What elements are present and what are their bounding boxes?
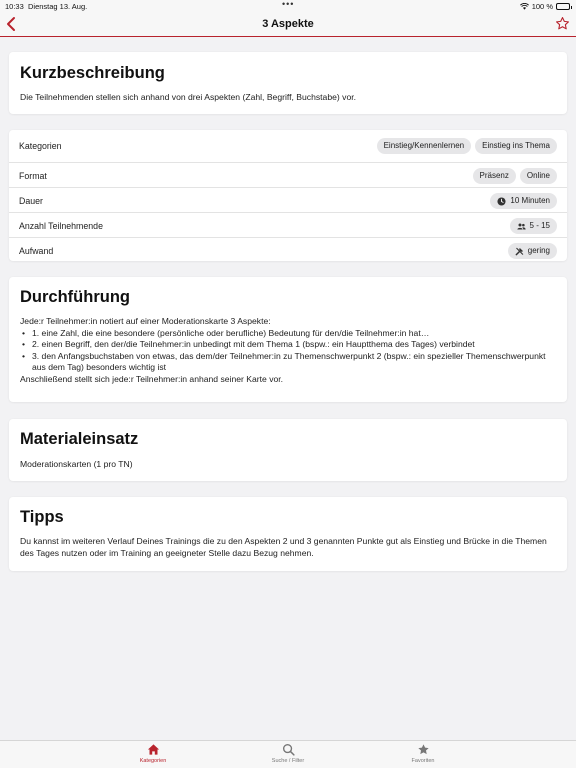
material-heading: Materialeinsatz (20, 430, 139, 448)
navigation-bar (0, 12, 576, 37)
participants-value: 5 - 15 (529, 221, 550, 230)
wifi-icon (520, 3, 529, 10)
tab-favorites[interactable] (383, 743, 463, 764)
home-icon (147, 743, 160, 756)
material-text: Moderationskarten (1 pro TN) (20, 459, 133, 469)
effort-value: gering (527, 246, 550, 255)
meta-label: Kategorien (19, 141, 62, 151)
multitasking-dots-icon[interactable]: ••• (282, 0, 295, 9)
list-item: • 1. eine Zahl, die eine besondere (persönliche oder berufliche) Bedeutung für den/die Teilnehmer:in hat… (20, 328, 556, 340)
meta-row-duration (9, 187, 567, 212)
tab-search[interactable] (248, 743, 328, 764)
procedure-intro: Jede:r Teilnehmer:in notiert auf einer Moderationskarte 3 Aspekte: (20, 316, 271, 326)
tab-label: Favoriten (411, 758, 435, 764)
procedure-card (9, 277, 567, 402)
tab-label: Kategorien (139, 758, 167, 764)
participants-chip (510, 218, 557, 234)
tab-bar (0, 740, 576, 768)
format-chips (473, 168, 557, 184)
tab-categories[interactable] (113, 743, 193, 764)
list-item: • 3. den Anfangsbuchstaben von etwas, das dem/der Teilnehmer:in zu Themenschwerpunkt 2 (bspw.: ein spezieller Themenschwerpunkt aus dem Tag) besonders wichtig ist (20, 351, 556, 374)
meta-label: Anzahl Teilnehmende (19, 221, 103, 231)
list-item: • 2. einen Begriff, den der/die Teilnehmer:in unbedingt mit dem Thema 1 (bspw.: ein Hauptthema des Tages) verbindet (20, 339, 556, 351)
effort-chip (508, 243, 557, 259)
battery-icon (556, 3, 570, 10)
status-bar (0, 0, 576, 12)
favorite-star-icon[interactable] (555, 16, 570, 31)
meta-label: Dauer (19, 196, 43, 206)
meta-card (9, 130, 567, 261)
format-chip: Online (520, 168, 557, 184)
description-card (9, 52, 567, 114)
status-time: 10:33 (5, 2, 24, 11)
status-right (520, 2, 570, 11)
meta-label: Format (19, 171, 47, 181)
meta-label: Aufwand (19, 246, 54, 256)
duration-value: 10 Minuten (510, 196, 550, 205)
search-icon (282, 743, 295, 756)
duration-chip (490, 193, 557, 209)
material-card (9, 419, 567, 481)
procedure-outro: Anschließend stellt sich jede:r Teilnehmer:in anhand seiner Karte vor. (20, 373, 284, 384)
category-chip[interactable]: Einstieg ins Thema (475, 138, 557, 154)
procedure-heading: Durchführung (20, 288, 130, 306)
people-icon (517, 222, 526, 231)
status-date: Dienstag 13. Aug. (28, 2, 88, 11)
procedure-list (20, 328, 556, 374)
tips-card (9, 497, 567, 571)
star-icon (417, 743, 430, 756)
category-chips (377, 138, 557, 154)
battery-percent: 100 % (531, 2, 553, 11)
meta-row-format (9, 162, 567, 187)
meta-row-participants (9, 212, 567, 237)
category-chip[interactable]: Einstieg/Kennenlernen (377, 138, 472, 154)
meta-row-categories (9, 133, 567, 162)
tools-icon (515, 247, 524, 256)
description-text: Die Teilnehmenden stellen sich anhand von drei Aspekten (Zahl, Begriff, Buchstabe) vor. (20, 92, 356, 102)
page-title: 3 Aspekte (262, 18, 314, 30)
clock-icon (497, 197, 506, 206)
format-chip: Präsenz (473, 168, 516, 184)
tips-text: Du kannst im weiteren Verlauf Deines Trainings die zu den Aspekten 2 und 3 genannten Punkte gut als Einstieg und Brücke in die Themen des Tages nutzen oder im Training an geeigneter Stelle dazu Bezug nehmen. (20, 536, 547, 558)
meta-row-effort (9, 237, 567, 262)
tips-heading: Tipps (20, 508, 64, 526)
description-heading: Kurzbeschreibung (20, 64, 165, 82)
tab-label: Suche / Filter (271, 758, 305, 764)
